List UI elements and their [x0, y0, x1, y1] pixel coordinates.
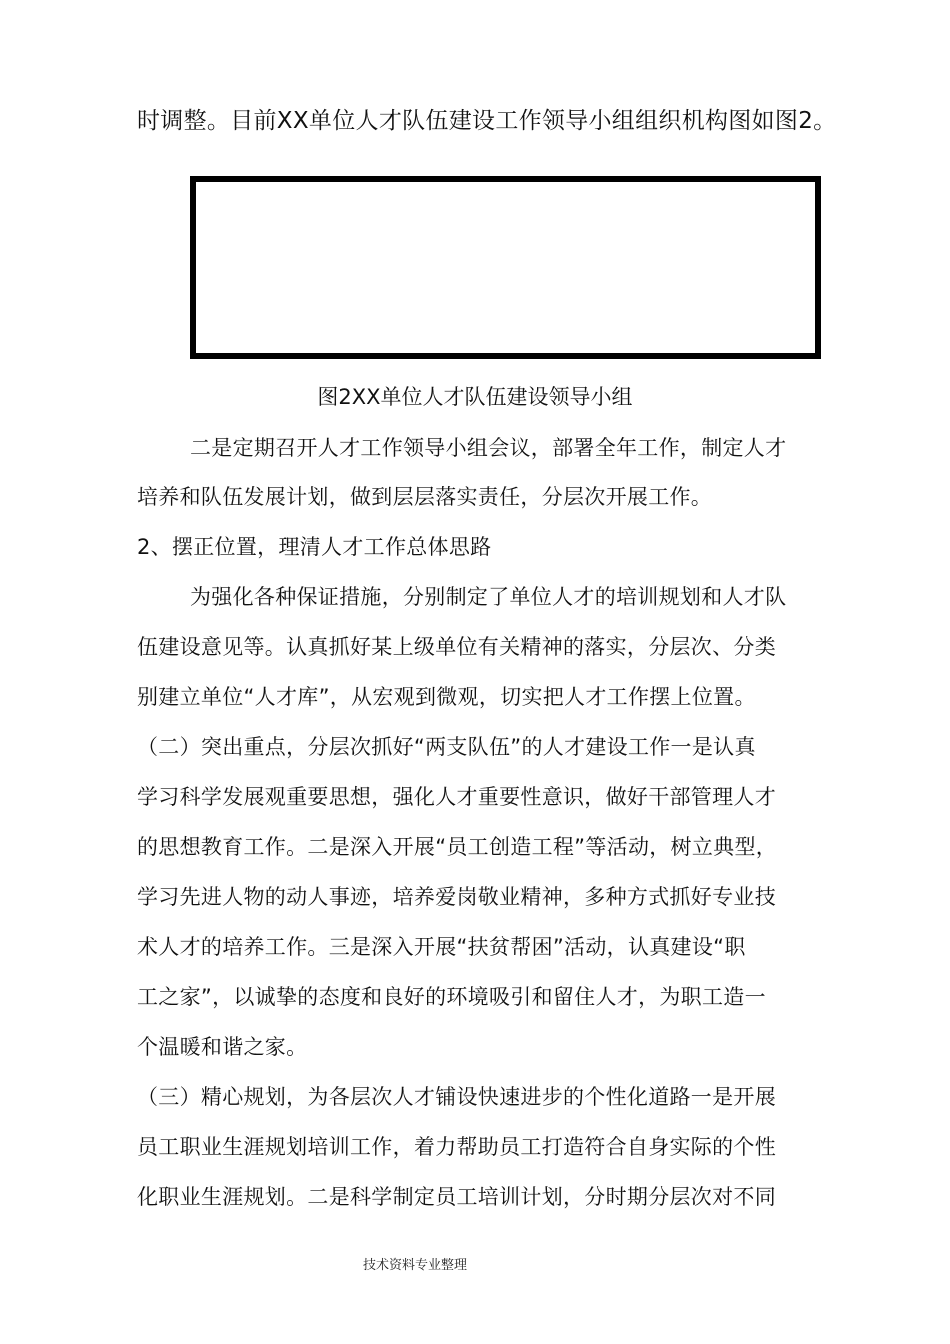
paragraph-line: 二是定期召开人才工作领导小组会议，部署全年工作，制定人才	[190, 436, 787, 460]
paragraph-line: 的思想教育工作。二是深入开展“员工创造工程”等活动，树立典型，	[137, 835, 778, 859]
figure-caption: 图2XX单位人才队伍建设领导小组	[317, 385, 633, 409]
paragraph-line: 工之家”，以诚挚的态度和良好的环境吸引和留住人才，为职工造一	[137, 985, 766, 1009]
paragraph-line: 术人才的培养工作。三是深入开展“扶贫帮困”活动，认真建设“职	[137, 935, 746, 959]
paragraph-line: 学习科学发展观重要思想，强化人才重要性意识，做好干部管理人才	[137, 785, 776, 809]
org-chart-figure	[190, 176, 821, 359]
paragraph-line: 学习先进人物的动人事迹，培养爱岗敬业精神，多种方式抓好专业技	[137, 885, 776, 909]
paragraph-line: 个温暖和谐之家。	[137, 1035, 308, 1059]
paragraph-line: 别建立单位“人才库”，从宏观到微观，切实把人才工作摆上位置。	[137, 685, 756, 709]
paragraph-line: 员工职业生涯规划培训工作，着力帮助员工打造符合自身实际的个性	[137, 1135, 776, 1159]
paragraph-line: （二）突出重点，分层次抓好“两支队伍”的人才建设工作一是认真	[137, 735, 756, 759]
paragraph-line: 为强化各种保证措施，分别制定了单位人才的培训规划和人才队	[190, 585, 787, 609]
section-heading: 2、摆正位置，理清人才工作总体思路	[137, 535, 492, 559]
paragraph-line: 培养和队伍发展计划，做到层层落实责任，分层次开展工作。	[137, 485, 713, 509]
paragraph-line: 伍建设意见等。认真抓好某上级单位有关精神的落实，分层次、分类	[137, 635, 776, 659]
page-footer: 技术资料专业整理	[362, 1258, 467, 1273]
paragraph-line: 时调整。目前XX单位人才队伍建设工作领导小组组织机构图如图2。	[137, 108, 837, 134]
paragraph-line: （三）精心规划，为各层次人才铺设快速进步的个性化道路一是开展	[137, 1085, 776, 1109]
paragraph-line: 化职业生涯规划。二是科学制定员工培训计划，分时期分层次对不同	[137, 1185, 776, 1209]
